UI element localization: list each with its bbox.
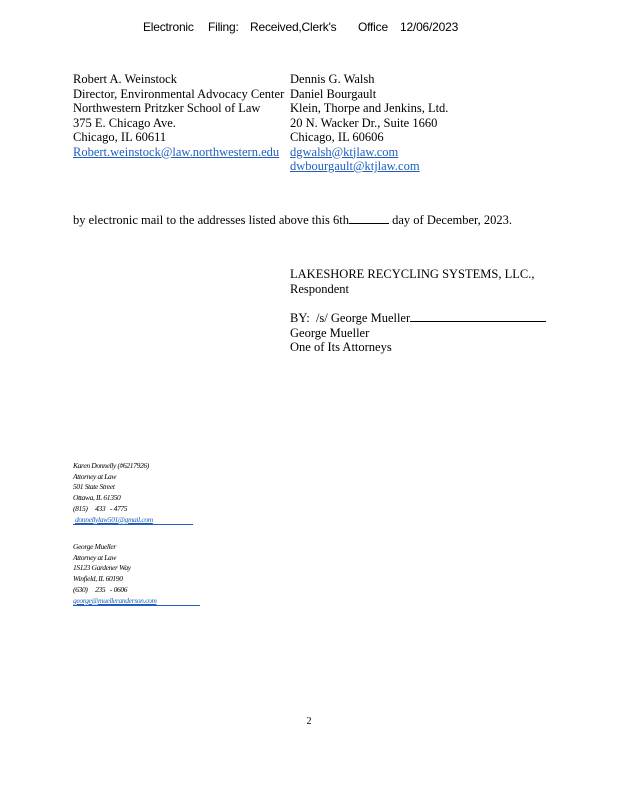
attorney-1-block	[73, 461, 193, 525]
right-address-block	[290, 72, 448, 174]
left-title: Director, Environmental Advocacy Center	[73, 86, 285, 101]
header-office: Office	[358, 20, 388, 34]
header-filing: Filing:	[208, 20, 239, 34]
attorney-2-email-link[interactable]: george@muelleranderson.com	[73, 595, 157, 605]
attorney-2-name: George Mueller	[73, 542, 116, 551]
attorney-1-name: Karen Donnelly (#6217926)	[73, 461, 149, 470]
signature-by-label: BY:	[290, 311, 310, 325]
attorney-2-city: Winfield, IL 60190	[73, 574, 123, 584]
right-street: 20 N. Wacker Dr., Suite 1660	[290, 115, 438, 130]
attorney-1-phone: (815) 433 - 4775	[73, 503, 128, 513]
attorney-1-city: Ottawa, IL 61350	[73, 493, 121, 503]
signature-lines	[290, 309, 546, 355]
left-org: Northwestern Pritzker School of Law	[73, 101, 261, 115]
signature-block	[290, 267, 534, 296]
header-received: Received,Clerk's	[250, 20, 337, 34]
service-day: 6th	[333, 213, 349, 227]
left-name: Robert A. Weinstock	[73, 72, 177, 86]
page-number: 2	[306, 716, 312, 727]
signature-by-line	[290, 309, 546, 326]
attorney-2-title: Attorney at Law	[73, 552, 117, 562]
header-date: 12/06/2023	[400, 20, 459, 34]
signature-role: Respondent	[290, 281, 350, 296]
service-day-blank	[349, 212, 389, 224]
service-statement	[73, 212, 512, 228]
attorney-2-block	[73, 542, 200, 606]
left-email-link[interactable]: Robert.weinstock@law.northwestern.edu	[73, 144, 280, 159]
right-email-1-link[interactable]: dgwalsh@ktjlaw.com	[290, 144, 399, 159]
signature-signed: /s/ George Mueller	[315, 311, 411, 325]
right-name-2: Daniel Bourgault	[290, 86, 377, 101]
left-street: 375 E. Chicago Ave.	[73, 115, 176, 130]
right-name-1: Dennis G. Walsh	[290, 72, 375, 86]
attorney-2-phone: (630) 235 - 0606	[73, 584, 128, 594]
signature-company: LAKESHORE RECYCLING SYSTEMS, LLC.,	[290, 267, 535, 281]
right-email-2-link[interactable]: dwbourgault@ktjlaw.com	[290, 159, 420, 173]
signature-name: George Mueller	[290, 325, 370, 340]
signature-capacity: One of Its Attorneys	[290, 340, 392, 354]
left-address-block	[73, 72, 284, 159]
service-text-before: by electronic mail to the addresses listed above this	[73, 213, 333, 227]
attorney-1-street: 501 State Street	[73, 482, 115, 492]
right-firm: Klein, Thorpe and Jenkins, Ltd.	[290, 101, 449, 115]
attorney-1-email-link[interactable]: donnellylaw501@gmail.com	[75, 514, 153, 524]
attorney-2-street: 1S123 Gardener Way	[73, 563, 131, 573]
header-electronic: Electronic	[143, 20, 194, 34]
right-city: Chicago, IL 60606	[290, 130, 384, 144]
service-text-after: day of December, 2023.	[388, 213, 513, 227]
signature-rule	[410, 309, 546, 322]
left-city: Chicago, IL 60611	[73, 130, 167, 144]
attorney-1-title: Attorney at Law	[73, 471, 117, 481]
